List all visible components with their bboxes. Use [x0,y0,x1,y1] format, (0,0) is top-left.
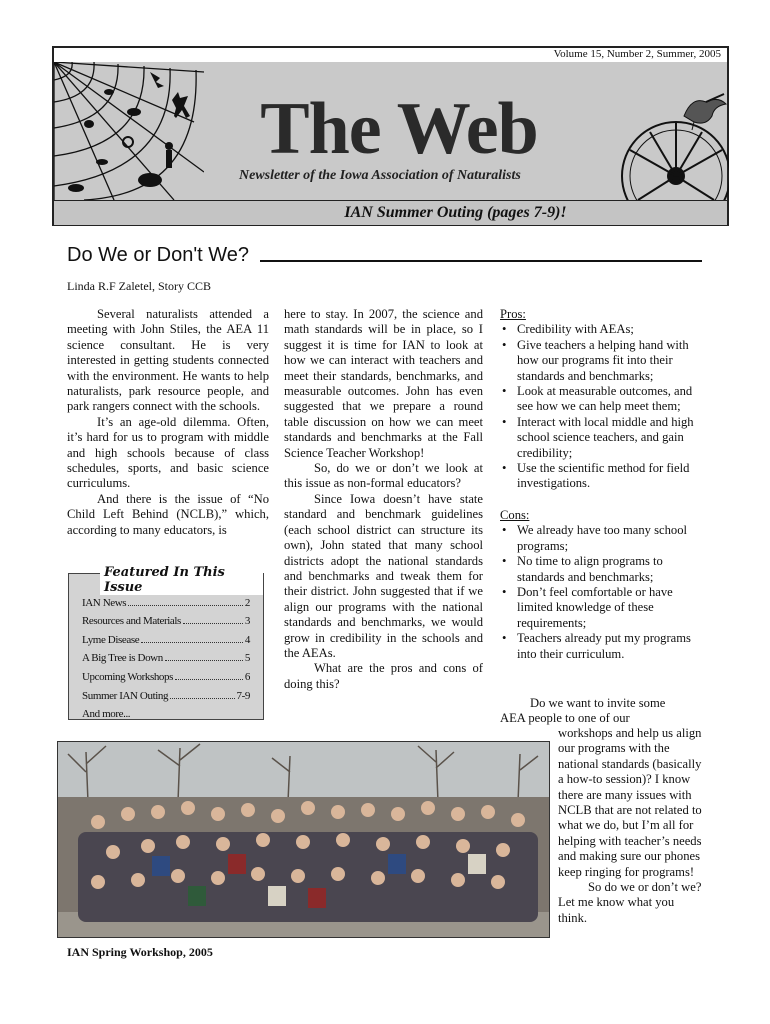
article-column-3 [500,307,705,662]
paragraph: Since Iowa doesn’t have state standard and benchmark guidelines (each school district can structure its own), John stated that many school districts adopt the national standards and benchmarks and tweak them for their district. John suggested that if we align our programs with the national standards and benchmarks, we would grow in credibility in the schools and the AEAs. [284,491,483,660]
title-rule [260,260,702,262]
paragraph: What are the pros and cons of doing this? [284,661,483,691]
featured-title: Featured In This Issue [100,565,263,595]
article-title: Do We or Don't We? [67,244,250,266]
paragraph: It’s an age-old dilemma. Often, it’s hard for us to program with middle and high schools because of class schedules, sports, and basic science curriculums. [67,414,269,491]
pros-heading: Pros: [500,307,526,321]
list-item: • Credibility with AEAs; [500,322,705,337]
paragraph: And there is the issue of “No Child Left Behind (NCLB),” which, according to many educators, is [67,491,269,537]
newsletter-title: The Web [260,88,538,170]
pros-list [500,322,705,491]
list-item: • No time to align programs to standards and benchmarks; [500,554,705,585]
outing-banner-text: IAN Summer Outing (pages 7-9)! [344,204,567,221]
article-column-1 [67,307,269,538]
list-item: • We already have too many school programs; [500,523,705,554]
featured-item[interactable]: Resources and Materials 3 [82,615,250,628]
featured-item[interactable]: A Big Tree is Down 5 [82,652,250,665]
masthead [52,46,729,226]
paragraph: here to stay. In 2007, the science and math standards will be in place, so I suggest it is time for IAN to look at how we can interact with teachers and meet their standards, benchmarks, and measurable outcomes. John has even suggested that we prepare a round table discussion on how we can meet standards and benchmarks at the Fall Science Teacher Workshop! [284,307,483,460]
masthead-top-strip [54,48,727,63]
paragraph: workshops and help us align our programs with the national standards (basically a how-to session)? I know there are many issues with NCLB that are not related to what we do, but I’m all for helping with teacher’s needs and making sure our phones keep ringing for programs! [558,726,702,879]
paragraph: So, do we or don’t we look at this issue as non-formal educators? [284,461,483,491]
list-item: • Look at measurable outcomes, and see how we can help meet them; [500,384,705,415]
featured-in-this-issue-box [68,565,264,721]
article-column-2 [284,307,483,692]
paragraph: So do we or don’t we? Let me know what you think. [558,880,702,925]
cons-heading: Cons: [500,507,530,522]
featured-item[interactable]: Upcoming Workshops 6 [82,670,250,683]
group-photo-image [58,742,550,938]
masthead-banner [54,200,727,225]
paragraph: Several naturalists attended a meeting with John Stiles, the AEA 11 science consultant. He is very interested in getting students connected with the environment. He wants to help naturalists, park resource people, and park rangers connect with the schools. [67,307,269,414]
list-item: • Teachers already put my programs into their curriculum. [500,631,705,662]
group-photo [57,741,550,938]
photo-caption: IAN Spring Workshop, 2005 [67,945,213,959]
volume-info: Volume 15, Number 2, Summer, 2005 [553,48,721,60]
list-item: • Don’t feel comfortable or have limited knowledge of these requirements; [500,585,705,631]
closing-line-2: AEA people to one of our [500,711,630,725]
featured-item[interactable]: Lyme Disease 4 [82,633,250,646]
closing-line-1: Do we want to invite some [530,696,666,710]
spider-web-illustration [54,62,204,200]
masthead-main [54,62,727,200]
list-item: • Give teachers a helping hand with how our programs fit into their standards and benchmarks; [500,338,705,384]
closing-text [558,726,706,926]
cons-list [500,523,705,662]
featured-item[interactable]: IAN News 2 [82,596,250,609]
newsletter-subtitle: Newsletter of the Iowa Association of Naturalists [239,168,521,183]
list-item: • Interact with local middle and high school science teachers, and gain credibility; [500,415,705,461]
featured-list [82,590,250,720]
featured-item[interactable]: And more... [82,708,131,721]
article-byline: Linda R.F Zaletel, Story CCB [67,279,211,293]
bird-on-wheel-illustration [614,76,729,200]
featured-item[interactable]: Summer IAN Outing 7-9 [82,689,250,702]
list-item: • Use the scientific method for field investigations. [500,461,705,492]
